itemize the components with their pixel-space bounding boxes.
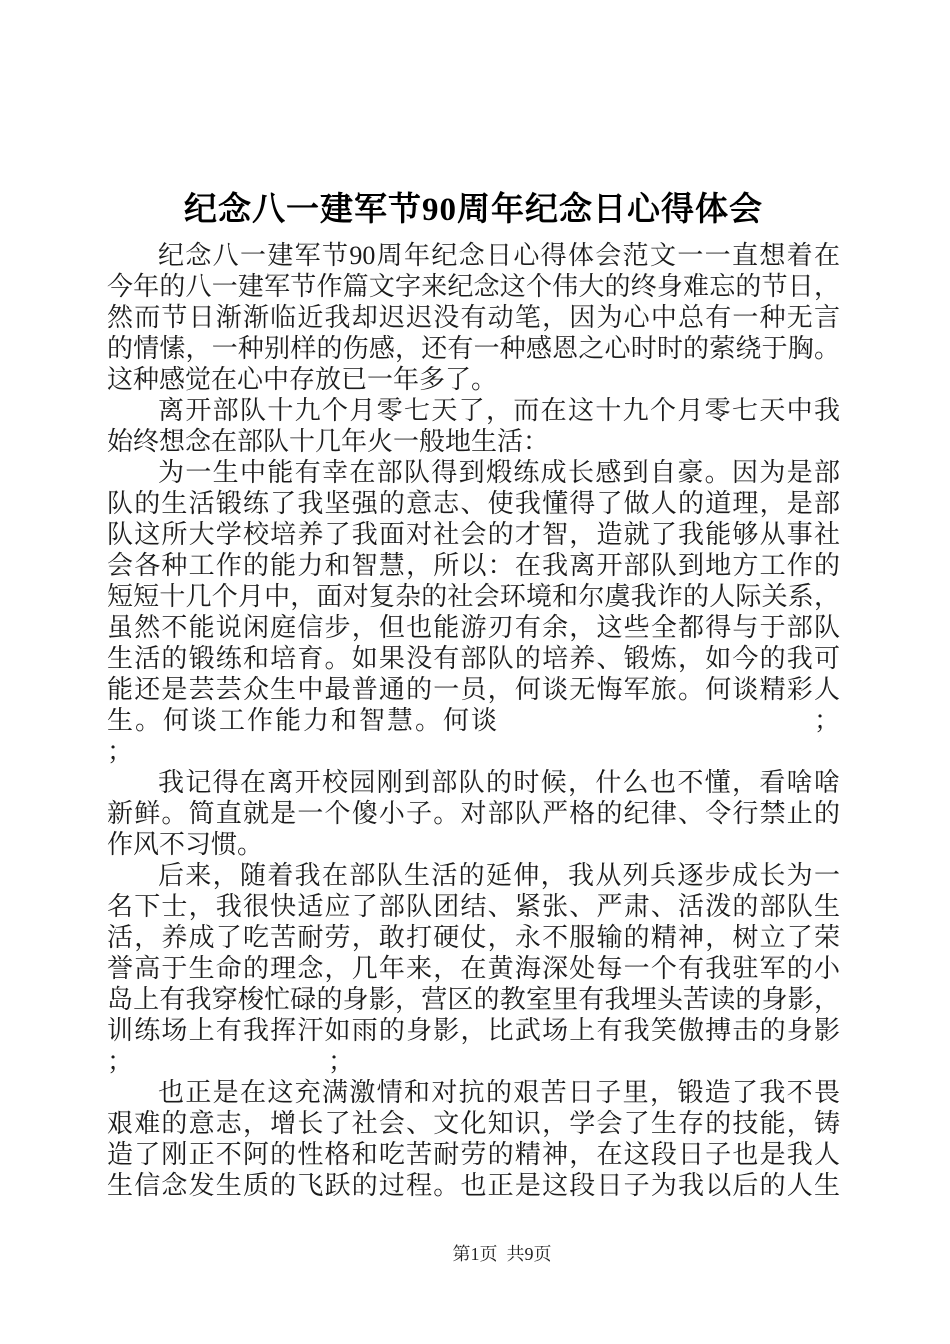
text-line: 虽然不能说闲庭信步，但也能游刃有余，这些全都得与于部队 [107,613,840,642]
text-line [107,705,840,736]
text-line: ； ； [107,1047,355,1076]
text-line: 作风不习惯。 [107,830,264,859]
text-line: 能还是芸芸众生中最普通的一员，何谈无悔军旅。何谈精彩人 [107,675,840,704]
paragraph [107,395,840,457]
paragraph [107,860,840,1077]
text-line: ； [107,737,134,766]
text-line: 也正是在这充满激情和对抗的艰苦日子里，锻造了我不畏 [158,1078,840,1107]
text-line: 训练场上有我挥汗如雨的身影，比武场上有我笑傲搏击的身影 [107,1016,840,1045]
document-title: 纪念八一建军节90周年纪念日心得体会 [184,192,763,228]
text-line: 然而节日渐渐临近我却迟迟没有动笔，因为心中总有一种无言 [107,303,840,332]
text-line: 队的生活锻练了我坚强的意志、使我懂得了做人的道理，是部 [107,489,840,518]
document-body [107,240,840,1201]
text-line: 短短十几个月中，面对复杂的社会环境和尔虞我诈的人际关系， [107,582,840,611]
text-line: 始终想念在部队十几年火一般地生活： [107,427,550,456]
text-line: 岛上有我穿梭忙碌的身影，营区的教室里有我埋头苦读的身影， [107,985,840,1014]
text-line: 造了刚正不阿的性格和吃苦耐劳的精神，在这段日子也是我人 [107,1140,840,1169]
page-total-label: 共9页 [506,1244,552,1264]
text-line: 誉高于生命的理念，几年来，在黄海深处每一个有我驻军的小 [107,954,840,983]
text-line: 为一生中能有幸在部队得到煅练成长感到自豪。因为是部 [158,458,840,487]
text-line: 我记得在离开校园刚到部队的时候，什么也不懂，看啥啥 [158,768,840,797]
text-line: 新鲜。简直就是一个傻小子。对部队严格的纪律、令行禁止的 [107,799,840,828]
text-line: 名下士，我很快适应了部队团结、紧张、严肃、活泼的部队生 [107,892,840,921]
paragraph [107,1077,840,1201]
text-line: 生活的锻练和培育。如果没有部队的培养、锻炼，如今的我可 [107,644,840,673]
text-line: 今年的八一建军节作篇文字来纪念这个伟大的终身难忘的节日， [107,272,840,301]
paragraph [107,767,840,860]
text-line: 的情愫，一种别样的伤感，还有一种感恩之心时时的萦绕于胸。 [107,334,840,363]
text-line-tail-semicolon: ； [813,706,840,735]
text-line: 活，养成了吃苦耐劳，敢打硬仗，永不服输的精神，树立了荣 [107,923,840,952]
page-number-label: 第1页 [452,1244,498,1264]
text-line: 离开部队十九个月零七天了，而在这十九个月零七天中我 [158,396,840,425]
text-line: 艰难的意志，增长了社会、文化知识，学会了生存的技能，铸 [107,1109,840,1138]
paragraph [107,457,840,767]
text-line: 会各种工作的能力和智慧，所以：在我离开部队到地方工作的 [107,551,840,580]
text-line-start: 生。何谈工作能力和智慧。何谈 [107,706,500,735]
paragraph [107,240,840,395]
text-line: 后来，随着我在部队生活的延伸，我从列兵逐步成长为一 [158,861,840,890]
text-line: 生信念发生质的飞跃的过程。也正是这段日子为我以后的人生 [107,1171,840,1200]
page-footer [0,1240,950,1268]
text-line: 这种感觉在心中存放已一年多了。 [107,365,498,394]
text-line: 纪念八一建军节90周年纪念日心得体会范文一一直想着在 [158,241,840,270]
text-line: 队这所大学校培养了我面对社会的才智，造就了我能够从事社 [107,520,840,549]
